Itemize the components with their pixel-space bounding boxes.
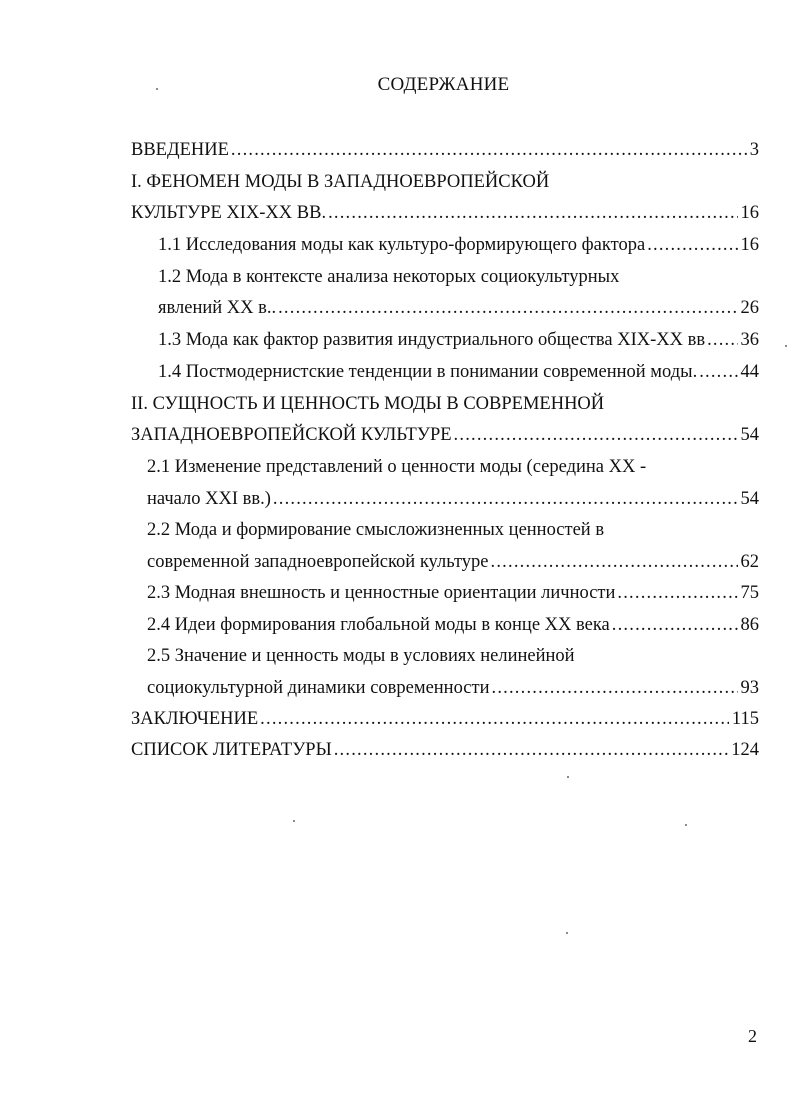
toc-entry-title: 1.3 Мода как фактор развития индустриального общества XIX-XX вв	[158, 330, 706, 350]
toc-entry-title: ВВЕДЕНИЕ	[131, 140, 229, 160]
scan-speck	[156, 88, 158, 90]
toc-chapter-1-title-line1[interactable]: I. ФЕНОМЕН МОДЫ В ЗАПАДНОЕВРОПЕЙСКОЙ	[131, 172, 550, 192]
toc-entry-1-3[interactable]	[158, 328, 759, 352]
toc-entry-introduction[interactable]	[131, 138, 759, 162]
dot-leader	[491, 550, 738, 574]
toc-entry-page: 75	[740, 583, 759, 603]
toc-entry-title: современной западноевропейской культуре	[147, 552, 489, 572]
dot-leader	[260, 707, 729, 731]
toc-entry-title: 1.1 Исследования моды как культуро-формирующего фактора	[158, 235, 646, 255]
toc-entry-2-1[interactable]	[147, 487, 759, 511]
toc-entry-2-3[interactable]	[147, 581, 759, 605]
dot-leader	[617, 581, 737, 605]
toc-entry-title: ЗАПАДНОЕВРОПЕЙСКОЙ КУЛЬТУРЕ	[131, 425, 452, 445]
toc-entry-title: ЗАКЛЮЧЕНИЕ	[131, 709, 259, 729]
toc-entry-2-5-line1[interactable]: 2.5 Значение и ценность моды в условиях нелинейной	[147, 646, 575, 666]
scan-speck	[567, 776, 569, 778]
toc-entry-page: 115	[731, 709, 759, 729]
toc-entry-1-1[interactable]	[158, 233, 759, 257]
dot-leader	[454, 423, 738, 447]
page-title: СОДЕРЖАНИЕ	[377, 74, 510, 95]
toc-entry-1-2[interactable]	[158, 296, 759, 320]
scan-speck	[566, 932, 568, 934]
dot-leader	[328, 201, 737, 225]
toc-entry-page: 54	[740, 425, 759, 445]
dot-leader	[278, 296, 737, 320]
toc-entry-title: явлений XX в..	[158, 298, 277, 318]
toc-entry-page: 44	[740, 362, 759, 382]
toc-entry-2-2-line1[interactable]: 2.2 Мода и формирование смысложизненных ценностей в	[147, 520, 605, 540]
scan-speck	[293, 820, 295, 822]
dot-leader	[647, 233, 737, 257]
toc-entry-page: 54	[740, 489, 759, 509]
toc-entry-page: 86	[740, 615, 759, 635]
dot-leader	[231, 138, 747, 162]
toc-entry-title: социокультурной динамики современности	[147, 678, 490, 698]
toc-entry-2-5[interactable]	[147, 676, 759, 700]
toc-entry-1-4[interactable]	[158, 360, 759, 384]
toc-entry-page: 93	[740, 678, 759, 698]
toc-entry-page: 26	[740, 298, 759, 318]
dot-leader	[699, 360, 737, 384]
toc-entry-page: 3	[749, 140, 759, 160]
dot-leader	[492, 676, 738, 700]
dot-leader	[612, 613, 738, 637]
toc-entry-2-4[interactable]	[147, 613, 759, 637]
toc-entry-title: КУЛЬТУРЕ XIX-XX ВВ.	[131, 203, 327, 223]
toc-entry-2-2[interactable]	[147, 550, 759, 574]
toc-entry-page: 124	[731, 740, 759, 760]
toc-entry-1-2-line1[interactable]: 1.2 Мода в контексте анализа некоторых социокультурных	[158, 267, 620, 287]
toc-entry-page: 62	[740, 552, 759, 572]
toc-entry-title: СПИСОК ЛИТЕРАТУРЫ	[131, 740, 332, 760]
dot-leader	[707, 328, 737, 352]
toc-entry-title: начало XXI вв.)	[147, 489, 271, 509]
toc-chapter-2-title-line1[interactable]: II. СУЩНОСТЬ И ЦЕННОСТЬ МОДЫ В СОВРЕМЕННОЙ	[131, 394, 605, 414]
scan-speck	[785, 345, 787, 347]
toc-entry-page: 16	[740, 235, 759, 255]
toc-entry-chapter-2[interactable]	[131, 423, 759, 447]
dot-leader	[273, 487, 738, 511]
dot-leader	[334, 738, 729, 762]
toc-entry-conclusion[interactable]	[131, 707, 759, 731]
page-number: 2	[748, 1026, 757, 1046]
toc-entry-2-1-line1[interactable]: 2.1 Изменение представлений о ценности моды (середина XX -	[147, 457, 647, 477]
toc-entry-title: 2.4 Идеи формирования глобальной моды в конце XX века	[147, 615, 610, 635]
toc-entry-title: 1.4 Постмодернистские тенденции в понимании современной моды.	[158, 362, 698, 382]
toc-entry-page: 16	[740, 203, 759, 223]
toc-entry-title: 2.3 Модная внешность и ценностные ориентации личности	[147, 583, 616, 603]
toc-entry-bibliography[interactable]	[131, 738, 759, 762]
toc-entry-page: 36	[740, 330, 759, 350]
toc-entry-chapter-1[interactable]	[131, 201, 759, 225]
scan-speck	[685, 824, 687, 826]
